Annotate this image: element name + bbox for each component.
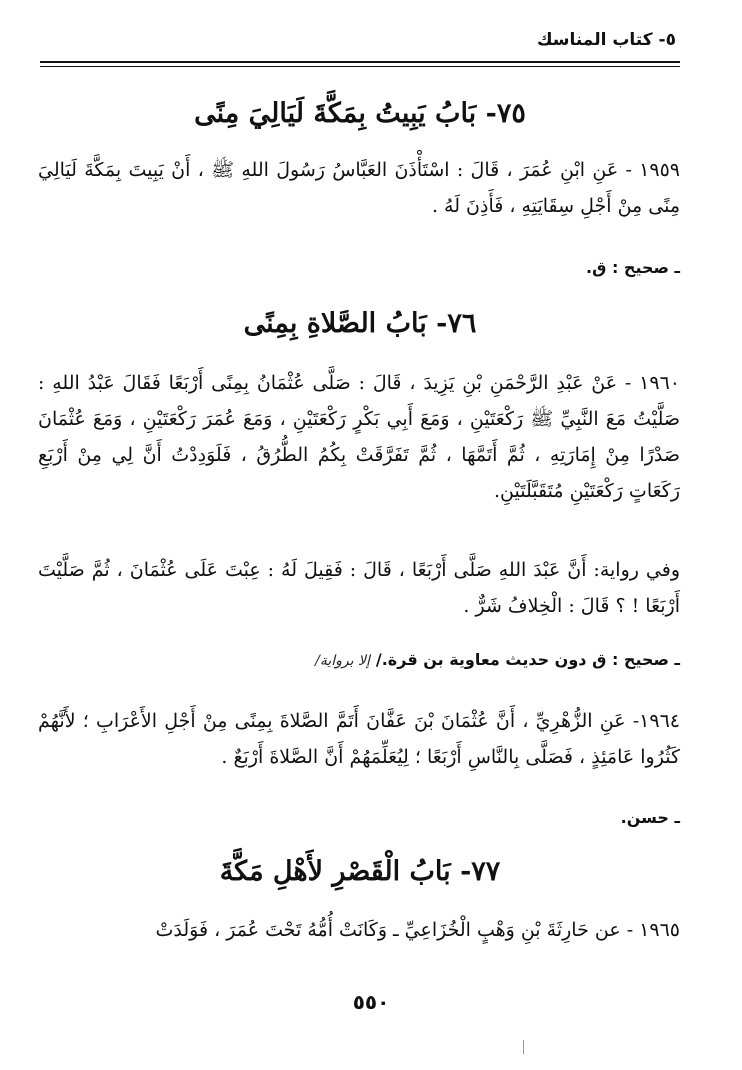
page-number: ٥٥٠ [352, 990, 390, 1014]
hadith-1965: ١٩٦٥ - عن حَارِثَةَ بْنِ وَهْبٍ الْخُزَاعِيِّ ـ وَكَانَتْ أُمُّهُ تَحْتَ عُمَرَ ، فَوَلَدَتْ [155, 919, 680, 941]
header-rule-thick [40, 61, 680, 63]
grade-1959: ـ صحيح : ق. [585, 258, 680, 277]
handwritten-note: إلا برواية/ [315, 653, 370, 669]
header-rule-thin [40, 66, 680, 67]
running-head: ٥- كتاب المناسك [536, 30, 676, 50]
chapter-heading-75: ٧٥- بَابُ يَبِيتُ بِمَكَّةَ لَيَالِيَ مِنًى [194, 98, 526, 129]
scan-mark [523, 1040, 524, 1054]
hadith-1960: ١٩٦٠ - عَنْ عَبْدِ الرَّحْمَنِ بْنِ يَزِيدَ ، قَالَ : صَلَّى عُثْمَانُ بِمِنًى أَرْبَعًا فَقَالَ عَبْدُ اللهِ : صَلَّيْتُ مَعَ النَّبِيِّ ﷺ رَكْعَتَيْنِ ، وَمَعَ أَبِي بَكْرٍ رَكْعَتَيْنِ ، وَمَعَ عُمَرَ رَكْعَتَيْنِ ، وَمَعَ عُثْمَانَ صَدْرًا مِنْ إِمَارَتِهِ ، ثُمَّ أَتَمَّهَا ، ثُمَّ تَفَرَّقَتْ بِكُمُ الطُّرُقُ ، فَلَوَدِدْتُ أَنَّ لِي مِنْ أَرْبَعِ رَكَعَاتٍ رَكْعَتَيْنِ مُتَقَبَّلَتَيْنِ. [38, 372, 680, 502]
grade-1960 [40, 650, 680, 669]
grade-1964: ـ حسن. [620, 808, 680, 827]
chapter-heading-77: ٧٧- بَابُ الْقَصْرِ لأَهْلِ مَكَّةَ [219, 856, 501, 887]
hadith-1959: ١٩٥٩ - عَنِ ابْنِ عُمَرَ ، قَالَ : اسْتَأْذَنَ العَبَّاسُ رَسُولَ اللهِ ﷺ ، أَنْ يَبِيتَ بِمَكَّةَ لَيَالِيَ مِنًى مِنْ أَجْلِ سِقَايَتِهِ ، فَأَذِنَ لَهُ . [38, 159, 680, 217]
hadith-1964: ١٩٦٤- عَنِ الزُّهْرِيِّ ، أَنَّ عُثْمَانَ بْنَ عَفَّانَ أَتَمَّ الصَّلاةَ بِمِنًى مِنْ أَجْلِ الأَعْرَابِ ؛ لأَنَّهُمْ كَثُرُوا عَامَئِذٍ ، فَصَلَّى بِالنَّاسِ أَرْبَعًا ؛ لِيُعَلِّمَهُمْ أَنَّ الصَّلاةَ أَرْبَعٌ . [38, 710, 680, 768]
chapter-heading-76: ٧٦- بَابُ الصَّلاةِ بِمِنًى [243, 308, 477, 339]
grade-1960-text: ـ صحيح : ق دون حديث معاوية بن قرة./ [375, 650, 680, 669]
hadith-1960-riwaya: وفي رواية: أَنَّ عَبْدَ اللهِ صَلَّى أَرْبَعًا ، قَالَ : فَقِيلَ لَهُ : عِبْتَ عَلَى عُثْمَانَ ، ثُمَّ صَلَّيْتَ أَرْبَعًا ! ؟ قَالَ : الْخِلافُ شَرٌّ . [38, 559, 680, 617]
